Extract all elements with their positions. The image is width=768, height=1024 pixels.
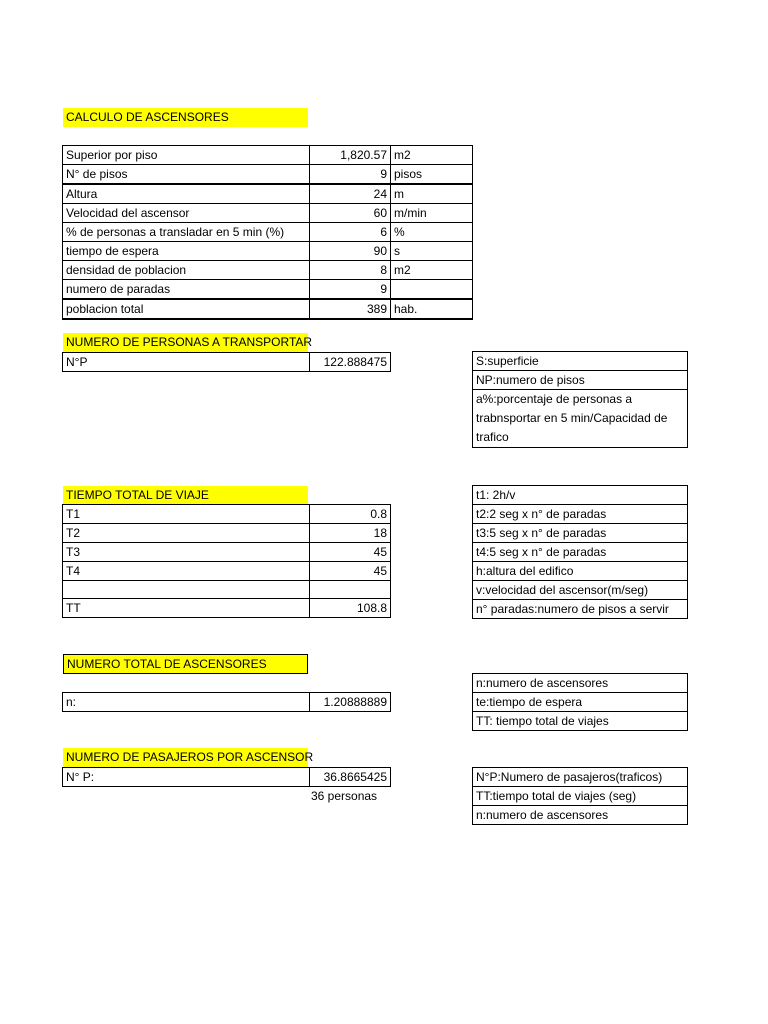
row-label[interactable]: N° de pisos — [63, 165, 310, 185]
legend-item[interactable]: N°P:Numero de pasajeros(traficos) — [473, 768, 688, 787]
legend-row — [473, 562, 688, 581]
legend-row — [473, 505, 688, 524]
row-label[interactable]: T1 — [63, 505, 310, 524]
personas-title: NUMERO DE PERSONAS A TRANSPORTAR — [63, 333, 308, 352]
legend-row — [473, 768, 688, 787]
pasajeros-note: 36 personas — [311, 789, 378, 803]
table-row — [63, 543, 391, 562]
legend-row — [473, 486, 688, 505]
row-label[interactable]: tiempo de espera — [63, 242, 310, 261]
table-row — [63, 599, 391, 618]
table-row — [63, 693, 391, 712]
legend-row — [473, 581, 688, 600]
legend-row — [473, 600, 688, 619]
row-value[interactable]: 1.20888889 — [310, 693, 391, 712]
row-unit[interactable]: m2 — [391, 146, 473, 165]
table-row — [63, 524, 391, 543]
row-value[interactable]: 45 — [310, 543, 391, 562]
legend-item[interactable]: n° paradas:numero de pisos a servir — [473, 600, 688, 619]
legend-item[interactable]: h:altura del edifico — [473, 562, 688, 581]
legend-item[interactable]: t1: 2h/v — [473, 486, 688, 505]
table-row — [63, 353, 391, 372]
row-label[interactable]: Altura — [63, 184, 310, 204]
row-label[interactable]: N° P: — [63, 768, 310, 787]
row-unit[interactable]: s — [391, 242, 473, 261]
table-row — [63, 242, 473, 261]
legend-item[interactable]: NP:numero de pisos — [473, 371, 688, 390]
legend-ascensores — [472, 673, 688, 731]
legend-row — [473, 371, 688, 390]
row-value[interactable]: 389 — [310, 299, 391, 319]
legend-item[interactable]: a%:porcentaje de personas a trabnsportar en 5 min/Capacidad de trafico — [473, 390, 688, 448]
row-label[interactable]: numero de paradas — [63, 280, 310, 300]
table-row — [63, 261, 473, 280]
row-value[interactable]: 9 — [310, 280, 391, 300]
row-value[interactable]: 9 — [310, 165, 391, 185]
row-value[interactable]: 108.8 — [310, 599, 391, 618]
row-label[interactable] — [63, 581, 310, 599]
row-label[interactable]: TT — [63, 599, 310, 618]
ascensores-table — [62, 692, 391, 712]
legend-item[interactable]: v:velocidad del ascensor(m/seg) — [473, 581, 688, 600]
row-label[interactable]: T4 — [63, 562, 310, 581]
table-row — [63, 768, 391, 787]
row-value[interactable]: 122.888475 — [310, 353, 391, 372]
legend-row — [473, 352, 688, 371]
table-row — [63, 204, 473, 223]
tiempo-table — [62, 504, 391, 618]
table-row — [63, 299, 473, 319]
table-row — [63, 184, 473, 204]
row-label[interactable]: Velocidad del ascensor — [63, 204, 310, 223]
row-value[interactable]: 24 — [310, 184, 391, 204]
table-row — [63, 562, 391, 581]
legend-row — [473, 390, 688, 448]
row-unit[interactable] — [391, 280, 473, 300]
calc-title: CALCULO DE ASCENSORES — [63, 108, 308, 127]
ascensores-title: NUMERO TOTAL DE ASCENSORES — [63, 654, 308, 674]
legend-item[interactable]: S:superficie — [473, 352, 688, 371]
row-label[interactable]: poblacion total — [63, 299, 310, 319]
row-unit[interactable]: pisos — [391, 165, 473, 185]
row-value[interactable]: 45 — [310, 562, 391, 581]
row-label[interactable]: N°P — [63, 353, 310, 372]
legend-row — [473, 524, 688, 543]
row-label[interactable]: % de personas a transladar en 5 min (%) — [63, 223, 310, 242]
row-unit[interactable]: m2 — [391, 261, 473, 280]
row-label[interactable]: T3 — [63, 543, 310, 562]
main-table — [62, 145, 473, 320]
legend-item[interactable]: te:tiempo de espera — [473, 693, 688, 712]
legend-item[interactable]: TT: tiempo total de viajes — [473, 712, 688, 731]
table-row — [63, 165, 473, 185]
row-label[interactable]: T2 — [63, 524, 310, 543]
table-row — [63, 505, 391, 524]
row-value[interactable] — [310, 581, 391, 599]
row-value[interactable]: 60 — [310, 204, 391, 223]
legend-row — [473, 712, 688, 731]
legend-pasajeros — [472, 767, 688, 825]
row-unit[interactable]: % — [391, 223, 473, 242]
row-unit[interactable]: hab. — [391, 299, 473, 319]
legend-row — [473, 543, 688, 562]
pasajeros-title: NUMERO DE PASAJEROS POR ASCENSOR — [63, 748, 308, 767]
row-value[interactable]: 36.8665425 — [310, 768, 391, 787]
legend-row — [473, 693, 688, 712]
row-unit[interactable]: m — [391, 184, 473, 204]
row-value[interactable]: 18 — [310, 524, 391, 543]
row-value[interactable]: 8 — [310, 261, 391, 280]
legend-row — [473, 806, 688, 825]
personas-table — [62, 352, 391, 372]
legend-row — [473, 674, 688, 693]
legend-item[interactable]: n:numero de ascensores — [473, 674, 688, 693]
legend-item[interactable]: n:numero de ascensores — [473, 806, 688, 825]
row-value[interactable]: 6 — [310, 223, 391, 242]
row-label[interactable]: n: — [63, 693, 310, 712]
legend-row — [473, 787, 688, 806]
legend-item[interactable]: TT:tiempo total de viajes (seg) — [473, 787, 688, 806]
tiempo-title: TIEMPO TOTAL DE VIAJE — [63, 486, 308, 505]
legend-tiempo — [472, 485, 688, 619]
legend-item[interactable]: t4:5 seg x n° de paradas — [473, 543, 688, 562]
row-label[interactable]: Superior por piso — [63, 146, 310, 165]
row-value[interactable]: 1,820.57 — [310, 146, 391, 165]
table-row — [63, 146, 473, 165]
row-unit[interactable]: m/min — [391, 204, 473, 223]
legend-item[interactable]: t3:5 seg x n° de paradas — [473, 524, 688, 543]
row-label[interactable]: densidad de poblacion — [63, 261, 310, 280]
row-value[interactable]: 0.8 — [310, 505, 391, 524]
legend-personas — [472, 351, 688, 448]
legend-item[interactable]: t2:2 seg x n° de paradas — [473, 505, 688, 524]
table-row — [63, 280, 473, 300]
table-row — [63, 581, 391, 599]
pasajeros-table — [62, 767, 391, 787]
table-row — [63, 223, 473, 242]
row-value[interactable]: 90 — [310, 242, 391, 261]
